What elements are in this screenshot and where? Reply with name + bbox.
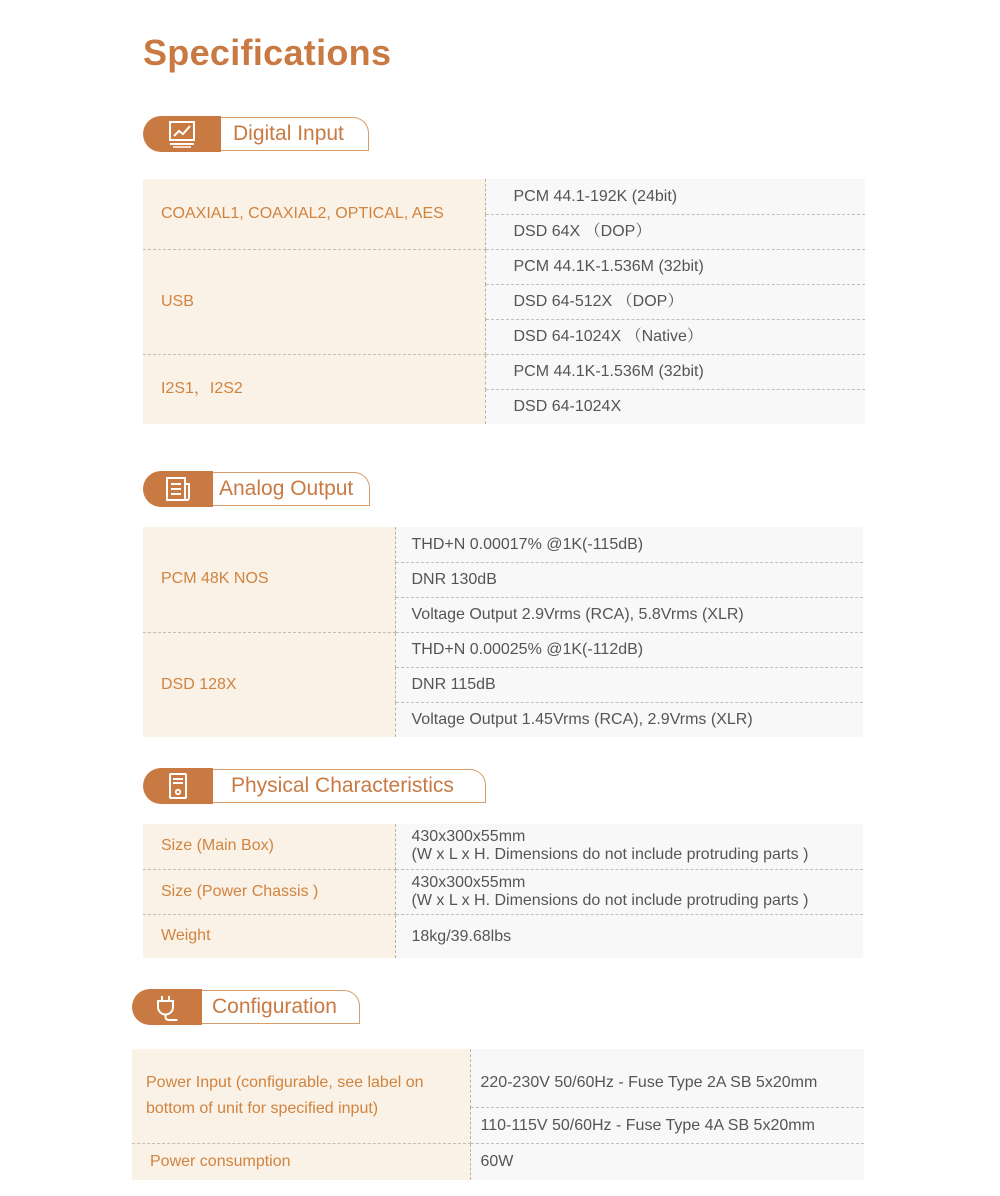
- row-label: DSD 128X: [143, 632, 395, 737]
- row-value: DSD 64X （DOP）: [485, 214, 865, 249]
- row-value: Voltage Output 2.9Vrms (RCA), 5.8Vrms (XLR): [395, 597, 863, 632]
- row-value: DNR 115dB: [395, 667, 863, 702]
- configuration-table: [132, 1049, 864, 1180]
- row-value: 220-230V 50/60Hz - Fuse Type 2A SB 5x20mm: [470, 1049, 864, 1107]
- section-header-physical-characteristics: [143, 768, 486, 804]
- section-title: Digital Input: [221, 117, 369, 151]
- row-value: PCM 44.1K-1.536M (32bit): [485, 354, 865, 389]
- table-row: [143, 527, 863, 562]
- row-value: PCM 44.1-192K (24bit): [485, 179, 865, 214]
- table-row: [143, 824, 863, 869]
- table-row: [132, 1049, 864, 1107]
- row-value: DNR 130dB: [395, 562, 863, 597]
- table-row: [143, 869, 863, 914]
- row-value: THD+N 0.00025% @1K(-112dB): [395, 632, 863, 667]
- chart-icon: [143, 116, 221, 152]
- row-value: 60W: [470, 1143, 864, 1180]
- row-value: Voltage Output 1.45Vrms (RCA), 2.9Vrms (XLR): [395, 702, 863, 737]
- table-row: [143, 249, 865, 284]
- row-value: [395, 869, 863, 914]
- table-row: [143, 632, 863, 667]
- row-value: 18kg/39.68lbs: [395, 914, 863, 958]
- row-label: PCM 48K NOS: [143, 527, 395, 632]
- section-header-configuration: [132, 989, 360, 1025]
- analog-output-table: [143, 527, 863, 737]
- row-value: DSD 64-1024X: [485, 389, 865, 424]
- physical-characteristics-table: [143, 824, 863, 958]
- section-header-analog-output: [143, 471, 370, 507]
- row-value: DSD 64-512X （DOP）: [485, 284, 865, 319]
- section-header-digital-input: [143, 116, 369, 152]
- row-label: I2S1，I2S2: [143, 354, 485, 424]
- row-value-line: 430x300x55mm: [411, 873, 526, 891]
- section-title: Physical Characteristics: [213, 769, 486, 803]
- document-icon: [143, 471, 213, 507]
- section-title: Configuration: [202, 990, 360, 1024]
- row-label: Weight: [143, 914, 395, 958]
- row-value: 110-115V 50/60Hz - Fuse Type 4A SB 5x20mm: [470, 1107, 864, 1143]
- row-value-line: (W x L x H. Dimensions do not include protruding parts ): [411, 846, 809, 864]
- row-value: [395, 824, 863, 869]
- row-value: PCM 44.1K-1.536M (32bit): [485, 249, 865, 284]
- row-label: Power consumption: [132, 1143, 470, 1180]
- row-label: Power Input (configurable, see label on bottom of unit for specified input): [132, 1049, 470, 1143]
- row-value: DSD 64-1024X （Native）: [485, 319, 865, 354]
- digital-input-table: [143, 179, 865, 424]
- table-row: [132, 1143, 864, 1180]
- power-plug-icon: [132, 989, 202, 1025]
- row-value: THD+N 0.00017% @1K(-115dB): [395, 527, 863, 562]
- device-icon: [143, 768, 213, 804]
- table-row: [143, 914, 863, 958]
- table-row: [143, 179, 865, 214]
- section-title: Analog Output: [213, 472, 370, 506]
- row-label: COAXIAL1, COAXIAL2, OPTICAL, AES: [143, 179, 485, 249]
- table-row: [143, 354, 865, 389]
- row-label: Size (Power Chassis ): [143, 869, 395, 914]
- row-value-line: 430x300x55mm: [411, 828, 526, 846]
- row-label: Size (Main Box): [143, 824, 395, 869]
- page-title: Specifications: [143, 32, 392, 73]
- row-value-line: (W x L x H. Dimensions do not include protruding parts ): [411, 891, 809, 909]
- row-label: USB: [143, 249, 485, 354]
